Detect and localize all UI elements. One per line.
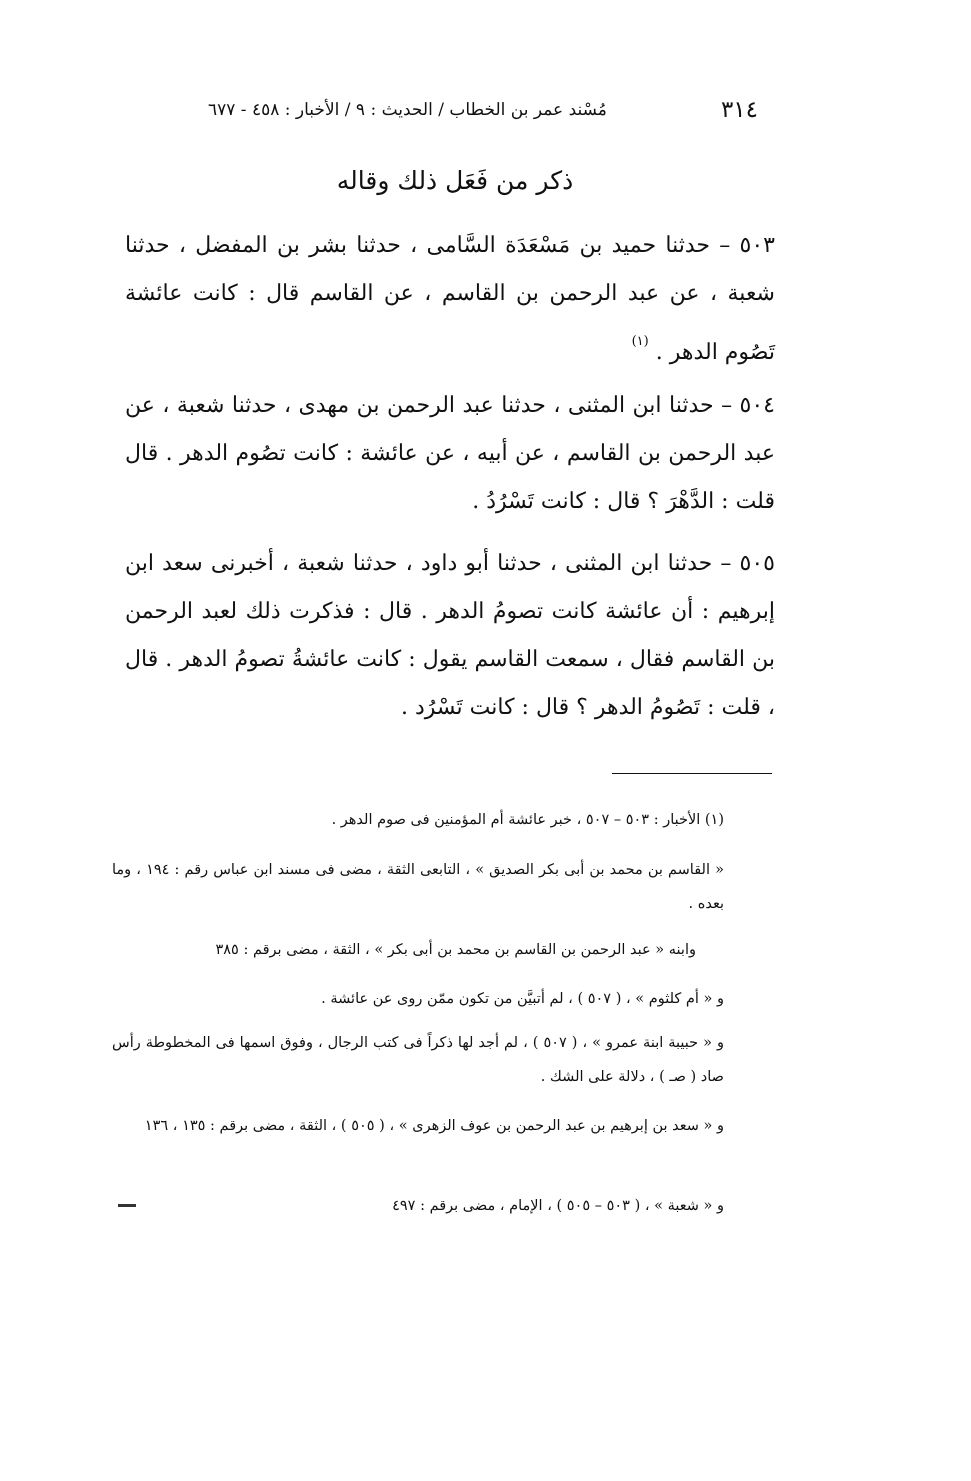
- footnote-text: وابنه « عبد الرحمن بن القاسم بن محمد بن أبى بكر » ، الثقة ، مضى برقم : ٣٨٥: [215, 942, 696, 958]
- hadith-503: [125, 222, 775, 377]
- running-header: [208, 92, 758, 128]
- footnote-separator: [612, 773, 772, 774]
- page-mark: [118, 1204, 136, 1207]
- footnote-text: و « سعد بن إبرهيم بن عبد الرحمن بن عوف الزهرى » ، ( ٥٠٥ ) ، الثقة ، مضى برقم : ١٣٥ ، ١٣٦: [144, 1118, 724, 1134]
- footnote-note: [112, 1189, 724, 1223]
- footnote-note: [112, 933, 724, 967]
- footnote-note: [112, 1109, 724, 1143]
- footnote-text: « القاسم بن محمد بن أبى بكر الصديق » ، التابعى الثقة ، مضى فى مسند ابن عباس رقم : ١٩٤ ، وما بعده .: [112, 862, 724, 912]
- running-title: مُسْند عمر بن الخطاب / الحديث : ٩ / الأخبار : ٤٥٨ - ٦٧٧: [208, 100, 607, 120]
- footnote-text: (١) الأخبار : ٥٠٣ – ٥٠٧ ، خبر عائشة أم المؤمنين فى صوم الدهر .: [331, 812, 724, 828]
- hadith-text: ٥٠٤ – حدثنا ابن المثنى ، حدثنا عبد الرحمن بن مهدى ، حدثنا شعبة ، عن عبد الرحمن بن القاسم ، عن أبيه ، عن عائشة : كانت تصُوم الدهر . قال قلت : الدَّهْرَ ؟ قال : كانت تَسْرُدُ .: [125, 393, 775, 514]
- footnote-1: [112, 803, 724, 837]
- hadith-text: ٥٠٣ – حدثنا حميد بن مَسْعَدَة السَّامى ، حدثنا بشر بن المفضل ، حدثنا شعبة ، عن عبد الرحمن بن القاسم ، عن القاسم قال : كانت عائشة تَصُوم الدهر .: [125, 233, 775, 365]
- footnote-note: [112, 853, 724, 921]
- footnote-reference: (١): [631, 334, 649, 349]
- footnote-text: و « أم كلثوم » ، ( ٥٠٧ ) ، لم أتبيَّن من تكون ممّن روى عن عائشة .: [321, 991, 724, 1007]
- footnote-text: و « حبيبة ابنة عمرو » ، ( ٥٠٧ ) ، لم أجد لها ذكراً فى كتب الرجال ، وفوق اسمها فى المخطوطة رأس صاد ( صـ ) ، دلالة على الشك .: [112, 1035, 724, 1085]
- footnote-note: [112, 982, 724, 1016]
- footnote-text: و « شعبة » ، ( ٥٠٣ – ٥٠٥ ) ، الإمام ، مضى برقم : ٤٩٧: [392, 1198, 724, 1214]
- footnote-note: [112, 1026, 724, 1094]
- hadith-505: [125, 540, 775, 732]
- page-number: ٣١٤: [720, 97, 758, 123]
- section-title: ذكر من فَعَل ذلك وقاله: [336, 166, 574, 195]
- hadith-504: [125, 382, 775, 526]
- hadith-text: ٥٠٥ – حدثنا ابن المثنى ، حدثنا أبو داود ، حدثنا شعبة ، أخبرنى سعد ابن إبرهيم : أن عائشة كانت تصومُ الدهر . قال : فذكرت ذلك لعبد الرحمن بن القاسم فقال ، سمعت القاسم يقول : كانت عائشةُ تصومُ الدهر . قال ، قلت : تَصُومُ الدهر ؟ قال : كانت تَسْرُد .: [125, 551, 775, 720]
